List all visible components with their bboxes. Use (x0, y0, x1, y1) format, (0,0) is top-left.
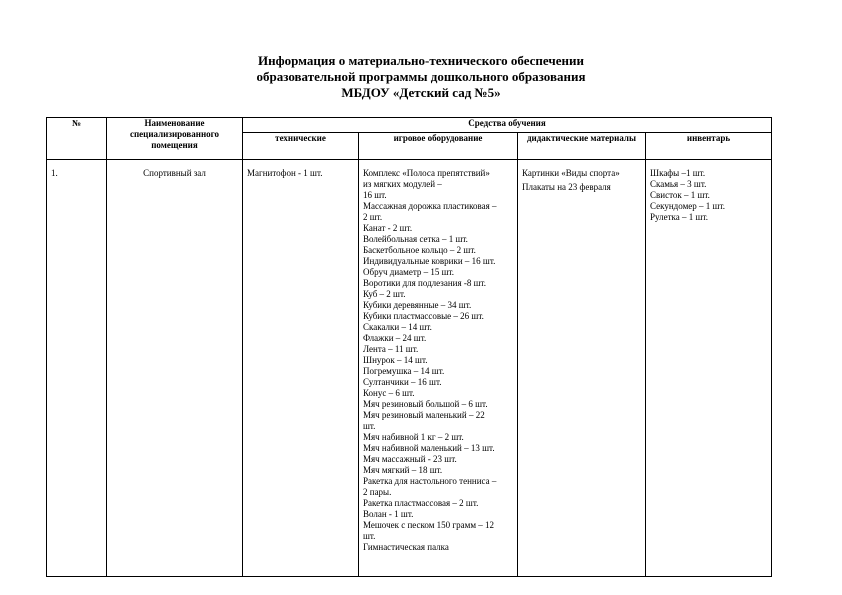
game-equipment-item: Комплекс «Полоса препятствий» (363, 168, 490, 178)
header-didactic: дидактические материалы (518, 133, 646, 160)
game-equipment-item: шт. (363, 421, 376, 431)
game-equipment-item: Массажная дорожка пластиковая – (363, 201, 497, 211)
game-equipment-item: Кубики деревянные – 34 шт. (363, 300, 472, 310)
game-equipment-list (359, 160, 517, 553)
game-equipment-item: Мяч мягкий – 18 шт. (363, 465, 443, 475)
game-equipment-item: 2 шт. (363, 212, 383, 222)
header-means: Средства обучения (243, 118, 772, 133)
game-equipment-item: Мяч набивной маленький – 13 шт. (363, 443, 495, 453)
game-equipment-item: Баскетбольное кольцо – 2 шт. (363, 245, 476, 255)
row-technical: Магнитофон - 1 шт. (247, 168, 323, 178)
title-line-2: образовательной программы дошкольного образования (256, 69, 586, 84)
game-equipment-item: Обруч диаметр – 15 шт. (363, 267, 455, 277)
cell-technical (243, 160, 359, 577)
cell-inventory (646, 160, 772, 577)
game-equipment-item: Мяч массажный - 23 шт. (363, 454, 457, 464)
game-equipment-item: Ракетка пластмассовая – 2 шт. (363, 498, 479, 508)
inventory-item: Рулетка – 1 шт. (650, 212, 708, 222)
inventory-item: Свисток – 1 шт. (650, 190, 710, 200)
game-equipment-item: Флажки – 24 шт. (363, 333, 427, 343)
game-equipment-item: 16 шт. (363, 190, 387, 200)
header-room: Наименование специализированного помещения (107, 118, 243, 160)
title-line-1: Информация о материально-технического обеспечении (258, 53, 584, 68)
game-equipment-item: Воротики для подлезания -8 шт. (363, 278, 487, 288)
cell-didactic (518, 160, 646, 577)
header-game: игровое оборудование (359, 133, 518, 160)
game-equipment-item: Куб – 2 шт. (363, 289, 406, 299)
cell-num (47, 160, 107, 577)
game-equipment-item: из мягких модулей – (363, 179, 442, 189)
game-equipment-item: Скакалки – 14 шт. (363, 322, 432, 332)
game-equipment-item: Волейбольная сетка – 1 шт. (363, 234, 468, 244)
cell-game (359, 160, 518, 577)
header-technical: технические (243, 133, 359, 160)
cell-room (107, 160, 243, 577)
game-equipment-item: 2 пары. (363, 487, 392, 497)
game-equipment-item: Конус – 6 шт. (363, 388, 415, 398)
game-equipment-item: Погремушка – 14 шт. (363, 366, 445, 376)
game-equipment-item: Кубики пластмассовые – 26 шт. (363, 311, 484, 321)
table-row (47, 160, 772, 577)
document-title (0, 53, 842, 101)
didactic-item: Плакаты на 23 февраля (522, 182, 611, 192)
table-header-row-1 (47, 118, 772, 133)
row-num: 1. (51, 168, 58, 178)
game-equipment-item: Индивидуальные коврики – 16 шт. (363, 256, 496, 266)
game-equipment-item: Мяч набивной 1 кг – 2 шт. (363, 432, 464, 442)
row-room: Спортивный зал (143, 168, 206, 178)
game-equipment-item: Канат - 2 шт. (363, 223, 413, 233)
game-equipment-item: Волан - 1 шт. (363, 509, 414, 519)
game-equipment-item: шт. (363, 531, 376, 541)
game-equipment-item: Гимнастическая палка (363, 542, 449, 552)
game-equipment-item: Мяч резиновый большой – 6 шт. (363, 399, 488, 409)
header-inventory: инвентарь (646, 133, 772, 160)
didactic-item: Картинки «Виды спорта» (522, 168, 620, 178)
title-line-3: МБДОУ «Детский сад №5» (341, 85, 501, 100)
inventory-list (646, 160, 771, 223)
header-num: № (47, 118, 107, 160)
inventory-item: Секундомер – 1 шт. (650, 201, 725, 211)
game-equipment-item: Лента – 11 шт. (363, 344, 419, 354)
inventory-item: Шкафы –1 шт. (650, 168, 706, 178)
inventory-item: Скамья – 3 шт. (650, 179, 707, 189)
game-equipment-item: Мешочек с песком 150 грамм – 12 (363, 520, 495, 530)
game-equipment-item: Шнурок – 14 шт. (363, 355, 428, 365)
didactic-materials-list (518, 160, 645, 193)
game-equipment-item: Ракетка для настольного тенниса – (363, 476, 497, 486)
game-equipment-item: Мяч резиновый маленький – 22 (363, 410, 485, 420)
equipment-table (46, 117, 772, 577)
game-equipment-item: Султанчики – 16 шт. (363, 377, 442, 387)
